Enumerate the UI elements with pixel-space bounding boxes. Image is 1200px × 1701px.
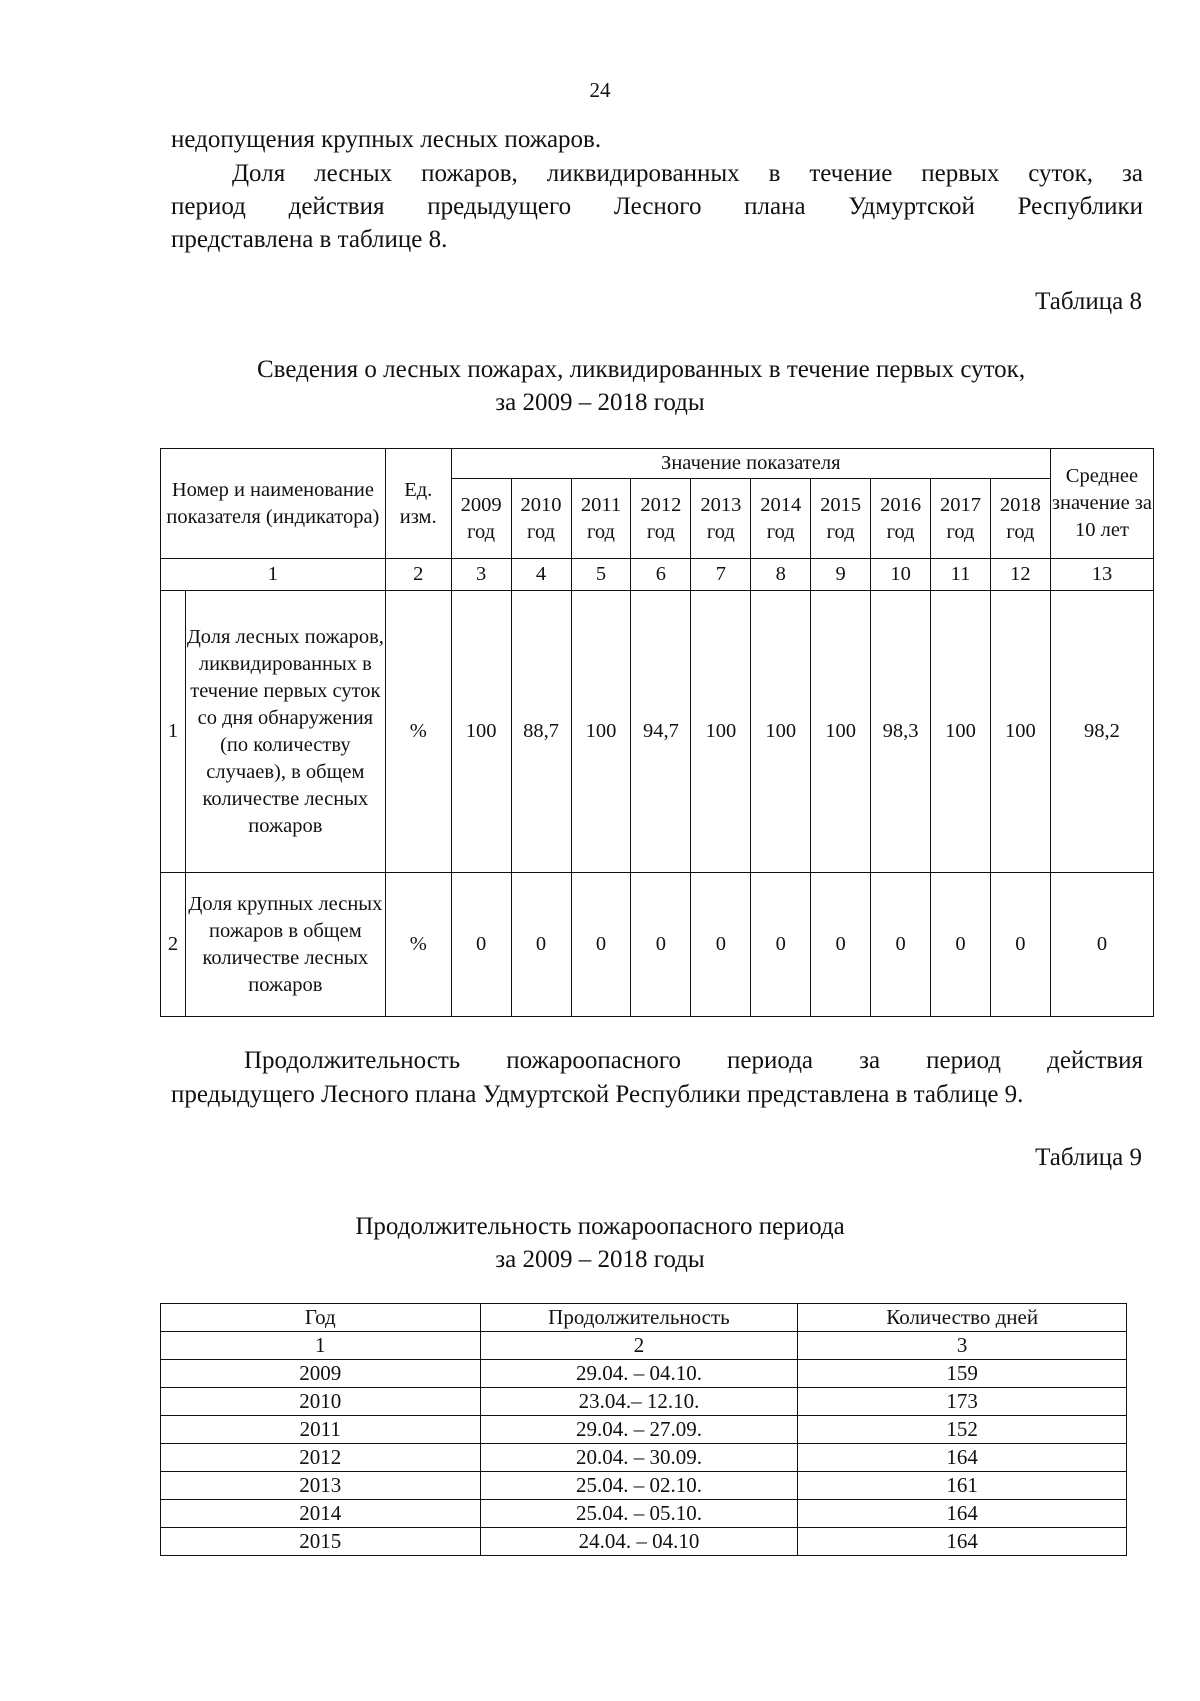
table9 — [160, 1303, 1127, 1556]
table-row — [161, 1500, 1127, 1528]
value-cell: 0 — [811, 873, 871, 1017]
para2-line2: предыдущего Лесного плана Удмуртской Республики представлена в таблице 9. — [171, 1081, 1024, 1108]
column-number: 12 — [990, 559, 1050, 591]
column-number: 2 — [480, 1332, 798, 1360]
year-header: 2014 год — [751, 479, 811, 559]
column-number: 1 — [161, 559, 386, 591]
days-cell: 159 — [798, 1360, 1127, 1388]
intro-paragraph-line1: Доля лесных пожаров, ликвидированных в течение первых суток, за — [232, 160, 1143, 187]
period-cell: 24.04. – 04.10 — [480, 1528, 798, 1556]
column-number: 13 — [1050, 559, 1153, 591]
value-cell: 100 — [751, 591, 811, 873]
year-cell: 2011 — [161, 1416, 481, 1444]
table8 — [160, 448, 1154, 1017]
page-number: 24 — [589, 78, 611, 102]
period-cell: 29.04. – 04.10. — [480, 1360, 798, 1388]
column-header: Год — [161, 1304, 481, 1332]
year-cell: 2015 — [161, 1528, 481, 1556]
table9-title-line2: за 2009 – 2018 годы — [495, 1246, 705, 1273]
header-name: Номер и наименование показателя (индикатора) — [161, 449, 386, 559]
year-header: 2012 год — [631, 479, 691, 559]
period-cell: 23.04.– 12.10. — [480, 1388, 798, 1416]
value-cell: 94,7 — [631, 591, 691, 873]
year-header: 2017 год — [931, 479, 991, 559]
row-number: 1 — [161, 591, 186, 873]
intro-paragraph-line3: представлена в таблице 8. — [171, 226, 448, 253]
table8-title-line2: за 2009 – 2018 годы — [495, 389, 705, 416]
period-cell: 20.04. – 30.09. — [480, 1444, 798, 1472]
year-cell: 2009 — [161, 1360, 481, 1388]
table-row — [161, 873, 1154, 1017]
column-header: Количество дней — [798, 1304, 1127, 1332]
value-cell: 98,3 — [871, 591, 931, 873]
days-cell: 173 — [798, 1388, 1127, 1416]
column-number: 3 — [798, 1332, 1127, 1360]
days-cell: 161 — [798, 1472, 1127, 1500]
year-header: 2010 год — [511, 479, 571, 559]
value-cell: 0 — [571, 873, 631, 1017]
column-number: 7 — [691, 559, 751, 591]
intro-line: недопущения крупных лесных пожаров. — [171, 126, 602, 153]
header-value: Значение показателя — [451, 449, 1050, 479]
value-cell: 0 — [751, 873, 811, 1017]
days-cell: 152 — [798, 1416, 1127, 1444]
year-header: 2018 год — [990, 479, 1050, 559]
intro-paragraph-line2: период действия предыдущего Лесного плана Удмуртской Республики — [171, 193, 1143, 220]
year-cell: 2014 — [161, 1500, 481, 1528]
table-row — [161, 1444, 1127, 1472]
value-cell: 0 — [691, 873, 751, 1017]
days-cell: 164 — [798, 1444, 1127, 1472]
table-row — [161, 1388, 1127, 1416]
year-header: 2009 год — [451, 479, 511, 559]
table8-label: Таблица 8 — [1035, 288, 1142, 315]
indicator-name: Доля лесных пожаров, ликвидированных в течение первых суток со дня обнаружения (по количеству случаев), в общем количестве лесных пожаров — [185, 591, 385, 873]
value-cell: 100 — [691, 591, 751, 873]
header-average: Среднее значение за 10 лет — [1050, 449, 1153, 559]
table-row — [161, 1360, 1127, 1388]
year-header: 2016 год — [871, 479, 931, 559]
year-header: 2015 год — [811, 479, 871, 559]
table9-label: Таблица 9 — [1035, 1144, 1142, 1171]
value-cell: 0 — [931, 873, 991, 1017]
average-cell: 0 — [1050, 873, 1153, 1017]
column-number: 4 — [511, 559, 571, 591]
table9-title-line1: Продолжительность пожароопасного периода — [355, 1213, 845, 1240]
column-number: 1 — [161, 1332, 481, 1360]
column-number: 9 — [811, 559, 871, 591]
value-cell: 100 — [811, 591, 871, 873]
period-cell: 25.04. – 02.10. — [480, 1472, 798, 1500]
value-cell: 0 — [451, 873, 511, 1017]
column-number: 6 — [631, 559, 691, 591]
value-cell: 0 — [871, 873, 931, 1017]
unit-cell: % — [385, 591, 451, 873]
value-cell: 100 — [451, 591, 511, 873]
year-cell: 2013 — [161, 1472, 481, 1500]
table-row — [161, 1416, 1127, 1444]
table-row — [161, 591, 1154, 873]
days-cell: 164 — [798, 1528, 1127, 1556]
year-header: 2013 год — [691, 479, 751, 559]
value-cell: 100 — [990, 591, 1050, 873]
value-cell: 0 — [631, 873, 691, 1017]
column-number: 11 — [931, 559, 991, 591]
period-cell: 25.04. – 05.10. — [480, 1500, 798, 1528]
period-cell: 29.04. – 27.09. — [480, 1416, 798, 1444]
value-cell: 100 — [571, 591, 631, 873]
average-cell: 98,2 — [1050, 591, 1153, 873]
header-unit: Ед. изм. — [385, 449, 451, 559]
column-number: 5 — [571, 559, 631, 591]
year-cell: 2012 — [161, 1444, 481, 1472]
table8-title-line1: Сведения о лесных пожарах, ликвидированных в течение первых суток, — [257, 356, 1026, 383]
row-number: 2 — [161, 873, 186, 1017]
year-cell: 2010 — [161, 1388, 481, 1416]
indicator-name: Доля крупных лесных пожаров в общем количестве лесных пожаров — [185, 873, 385, 1017]
column-number: 3 — [451, 559, 511, 591]
value-cell: 0 — [990, 873, 1050, 1017]
days-cell: 164 — [798, 1500, 1127, 1528]
column-number: 2 — [385, 559, 451, 591]
para2-line1: Продолжительность пожароопасного периода за период действия — [244, 1047, 1143, 1074]
value-cell: 88,7 — [511, 591, 571, 873]
table-row — [161, 1472, 1127, 1500]
column-number: 10 — [871, 559, 931, 591]
column-number: 8 — [751, 559, 811, 591]
value-cell: 100 — [931, 591, 991, 873]
value-cell: 0 — [511, 873, 571, 1017]
year-header: 2011 год — [571, 479, 631, 559]
table-row — [161, 1528, 1127, 1556]
unit-cell: % — [385, 873, 451, 1017]
column-header: Продолжительность — [480, 1304, 798, 1332]
